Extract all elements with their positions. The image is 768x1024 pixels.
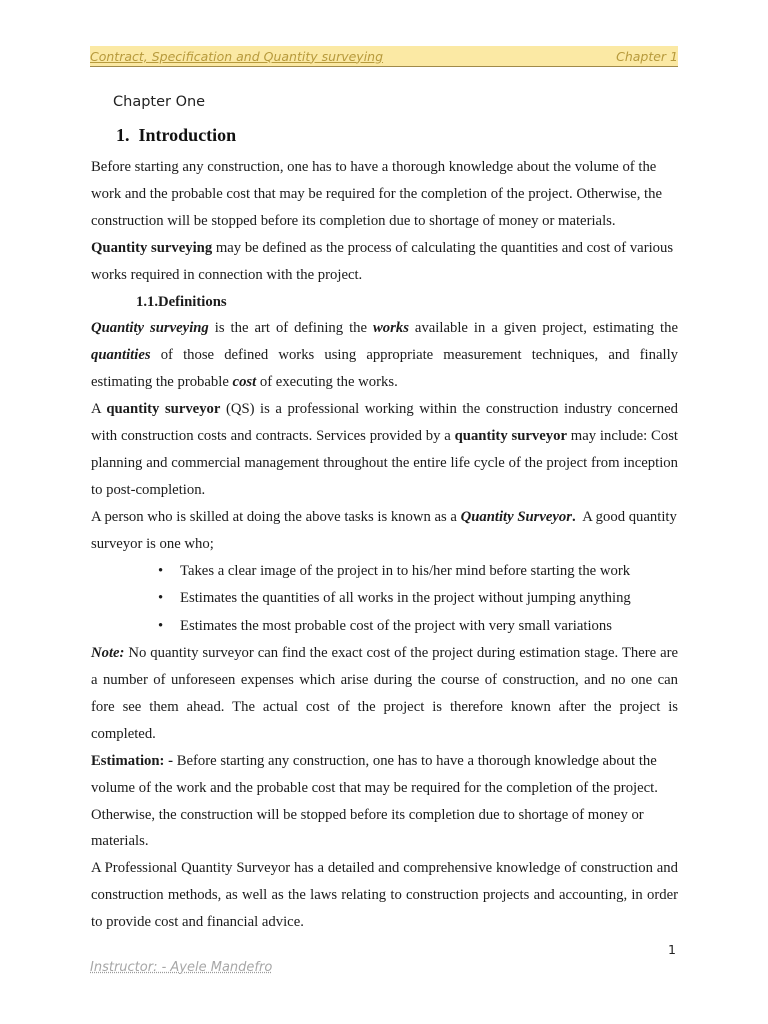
note-text: No quantity surveyor can find the exact cost of the project during estimation stage. There are a number of unforeseen expenses which arise during the course of construction, and no one can fore see them ahead. The actual cost of the project is therefore known after the project is completed.	[91, 645, 678, 742]
qs-role-text-2: (QS) is a professional working within the construction industry concerned with construction costs and contracts. Services provided by a	[91, 401, 679, 445]
list-item	[158, 585, 678, 613]
list-item-text: Estimates the most probable cost of the project with very small variations	[180, 617, 612, 634]
list-item-text: Takes a clear image of the project in to his/her mind before starting the work	[180, 562, 631, 579]
definition-text-1: is the art of defining the	[208, 320, 374, 337]
definition-text-2: available in a given project, estimating the	[408, 320, 678, 337]
qs-definition-paragraph	[91, 235, 678, 289]
estimation-label: Estimation: -	[91, 752, 174, 769]
page-number: 1	[668, 942, 676, 957]
list-item	[158, 613, 678, 641]
list-item-text: Estimates the quantities of all works in the project without jumping anything	[180, 590, 631, 607]
estimation-text: Before starting any construction, one has to have a thorough knowledge about the volume of the work and the probable cost that may be required for the completion of the project. Otherwise, the construction will be stopped before its completion due to shortage of money or materials.	[91, 752, 658, 850]
qs-role-text-1: A	[91, 401, 107, 418]
intro-paragraph: Before starting any construction, one has to have a thorough knowledge about the volume of the work and the probable cost that may be required for the completion of the project. Otherwise, the construction will be stopped before its completion due to shortage of money or materials.	[91, 159, 662, 229]
bullet-icon: •	[158, 617, 164, 634]
section-number: 1.	[116, 125, 130, 145]
definition-text-3: of those defined works using appropriate measurement techniques, and finally estimating the probable	[91, 347, 678, 391]
page-header	[90, 46, 678, 67]
term-quantity-surveyor: quantity surveyor	[106, 401, 221, 418]
page-footer: Instructor: - Ayele Mandefro	[90, 960, 273, 975]
definitions-heading: 1.1.Definitions	[136, 293, 227, 310]
section-title: Introduction	[138, 125, 237, 145]
term-quantity-surveyor-2: quantity surveyor	[454, 428, 567, 445]
section-heading	[116, 125, 236, 146]
good-qs-period: .	[571, 508, 576, 525]
header-title: Contract, Specification and Quantity surveying	[90, 48, 384, 64]
qs-definition-text: may be defined as the process of calculating the quantities and cost of various works required in connection with the project.	[91, 239, 674, 283]
good-qs-text-2: A good quantity surveyor is one who;	[91, 508, 681, 552]
qs-role-text-3: may include: Cost planning and commercial management throughout the entire life cycle of the project from inception to post-completion.	[91, 428, 678, 498]
bullet-icon: •	[158, 562, 164, 579]
good-qs-paragraph	[91, 504, 681, 558]
term-cost: cost	[232, 374, 257, 391]
definition-paragraph	[91, 315, 678, 396]
note-paragraph	[91, 640, 678, 748]
final-paragraph: A Professional Quantity Surveyor has a detailed and comprehensive knowledge of construction and construction methods, as well as the laws relating to construction projects and accounting, in order to provide cost and financial advice.	[91, 860, 678, 931]
estimation-paragraph	[91, 748, 678, 856]
list-item	[158, 558, 678, 586]
header-chapter: Chapter 1	[616, 48, 678, 64]
term-works: works	[373, 320, 409, 337]
term-quantity-surveyor-italic: Quantity Surveyor	[460, 508, 572, 525]
qs-term: Quantity surveying	[91, 239, 213, 256]
note-label: Note:	[91, 645, 125, 662]
qualities-list	[91, 558, 678, 641]
bullet-icon: •	[158, 590, 164, 607]
term-quantity-surveying: Quantity surveying	[91, 320, 209, 337]
document-body	[91, 154, 681, 936]
chapter-title: Chapter One	[113, 94, 206, 110]
qs-role-paragraph	[91, 396, 678, 504]
term-quantities: quantities	[91, 347, 151, 364]
good-qs-text-1: A person who is skilled at doing the above tasks is known as a	[91, 508, 461, 525]
definition-text-4: of executing the works.	[256, 374, 398, 391]
